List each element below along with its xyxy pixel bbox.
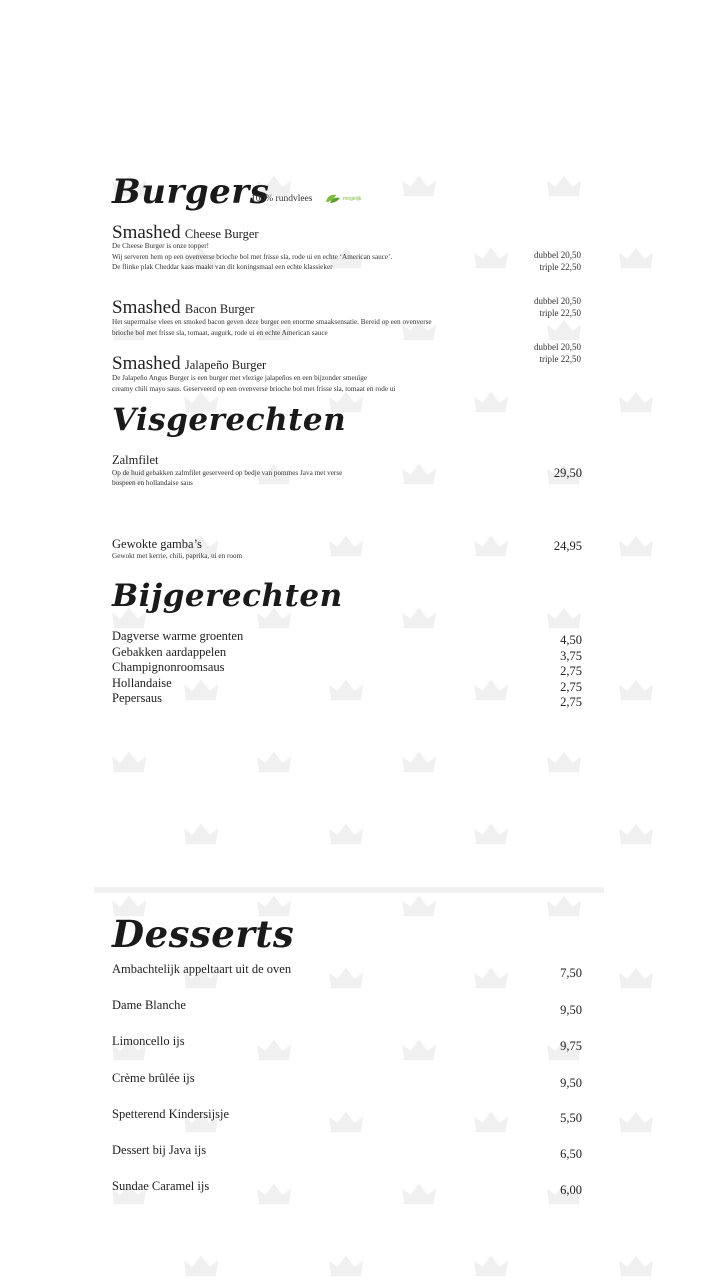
side-dish-name: Pepersaus [112, 691, 162, 706]
burger-prices-jalapeno [501, 341, 581, 365]
dessert-price: 6,50 [560, 1147, 582, 1161]
desc-line: De Jalapeño Angus Burger is een burger met vlezige jalapeños en een bijzonder smeuïge [112, 374, 368, 382]
burger-name: Jalapeño Burger [184, 358, 267, 372]
dessert-name: Dessert bij Java ijs [112, 1143, 207, 1157]
side-dish-price: 4,50 [560, 633, 582, 647]
price-dubbel: dubbel 20,50 [534, 296, 581, 306]
burger-desc-jalapeno [112, 373, 532, 394]
desc-line: bospeen en hollandaise saus [112, 478, 193, 487]
burger-name: Bacon Burger [184, 302, 255, 316]
dessert-name: Spetterend Kindersijsje [112, 1107, 229, 1121]
dessert-name: Limoncello ijs [112, 1034, 185, 1048]
section-heading-bijgerechten: Bijgerechten [112, 578, 343, 614]
dessert-name: Sundae Caramel ijs [112, 1179, 210, 1193]
dessert-name: Dame Blanche [112, 998, 186, 1012]
burger-prefix: Smashed [112, 222, 181, 243]
side-dish-price: 2,75 [560, 695, 582, 710]
section-heading-visgerechten: Visgerechten [112, 402, 347, 438]
side-dish-name: Gebakken aardappelen [112, 644, 227, 659]
menu-item-price: 24,95 [553, 539, 582, 553]
desc-line: Wij serveren hem op een ovenverse brioche bol met frisse sla, rode ui en echte ‘American sauce’. [112, 252, 393, 261]
side-dish-price: 2,75 [560, 664, 582, 679]
desc-line: De Cheese Burger is onze topper! [112, 242, 210, 250]
burger-prices-cheese [501, 249, 581, 273]
dessert-price: 6,00 [560, 1183, 582, 1197]
price-triple: triple 22,50 [539, 308, 581, 318]
dessert-name: Ambachtelijk appeltaart uit de oven [112, 962, 292, 976]
menu-item-price: 29,50 [553, 466, 582, 480]
leaf-icon [325, 193, 341, 204]
dessert-name: Crème brûlée ijs [112, 1071, 195, 1085]
desc-line: brioche bol met frisse sla, tomaat, augurk, rode ui en echte American sauce [112, 328, 328, 337]
burger-prefix: Smashed [112, 353, 181, 374]
burger-name: Cheese Burger [184, 227, 259, 241]
badge-label: mogelijk [343, 195, 362, 202]
side-dish-name: Hollandaise [112, 675, 172, 690]
burger-title-bacon [112, 297, 254, 319]
price-dubbel: dubbel 20,50 [534, 342, 581, 352]
side-dish-price: 3,75 [560, 648, 582, 663]
side-dish-name: Dagverse warme groenten [112, 629, 244, 643]
desc-line: Gewokt met kerrie, chili, paprika, ui en room [112, 552, 243, 560]
burger-title-jalapeno [112, 353, 266, 375]
desc-line: Op de huid gebakken zalmfilet geserveerd op bedje van pommes Java met verse [112, 469, 343, 477]
price-triple: triple 22,50 [539, 354, 581, 364]
dessert-price: 7,50 [560, 966, 582, 980]
desc-line: creamy chili mayo saus. Geserveerd op een ovenverse brioche bol met frisse sla, tomaat en rode ui [112, 384, 396, 393]
menu-item-name: Zalmfilet [112, 453, 159, 467]
side-dish-name: Champignonroomsaus [112, 660, 225, 675]
side-dish-price: 2,75 [560, 679, 582, 694]
desc-line: De flinke plak Cheddar kaas maakt van dit koningsmaal een echte klassieker [112, 263, 333, 271]
burger-desc-bacon [112, 317, 532, 338]
dessert-price: 9,50 [560, 1076, 582, 1090]
dessert-price: 9,50 [560, 1003, 582, 1017]
page-divider [94, 887, 604, 893]
side-dish-list [112, 629, 243, 707]
burger-prices-bacon [501, 295, 581, 319]
menu-item-desc [112, 552, 412, 562]
vegetarian-badge [325, 193, 361, 204]
burger-desc-cheese [112, 241, 532, 273]
burgers-subtitle: 100% rundvlees [251, 194, 313, 204]
price-dubbel: dubbel 20,50 [534, 250, 581, 260]
menu-item-name: Gewokte gamba’s [112, 537, 202, 551]
side-dish-prices [522, 633, 582, 711]
desc-line: Het supermalse vlees en smoked bacon geven deze burger een enorme smaaksensatie. Bereid op een ovenverse [112, 318, 432, 326]
dessert-price: 5,50 [560, 1111, 582, 1125]
price-triple: triple 22,50 [539, 262, 581, 272]
dessert-price: 9,75 [560, 1039, 582, 1053]
section-heading-desserts: Desserts [112, 912, 295, 956]
section-heading-burgers: Burgers [112, 172, 270, 212]
burger-prefix: Smashed [112, 297, 181, 318]
menu-item-desc [112, 469, 412, 488]
